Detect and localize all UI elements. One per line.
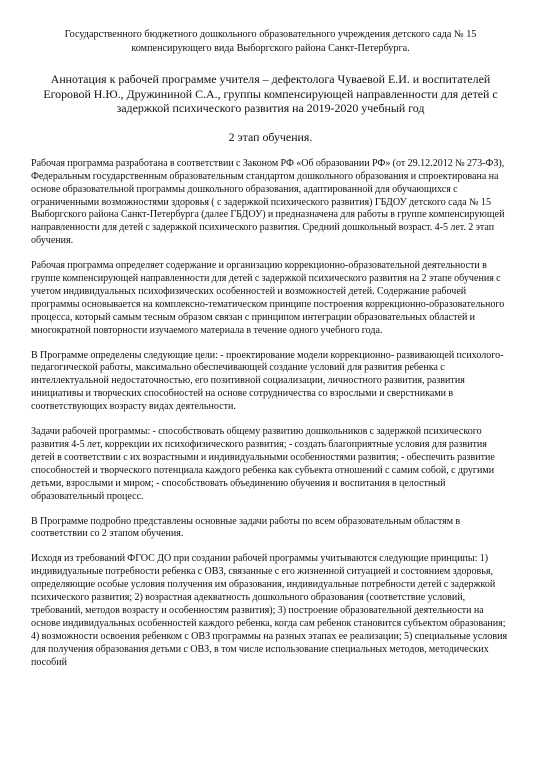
institution-header: Государственного бюджетного дошкольного образовательного учреждения детского сада № 15 компенсирующего вида Выборгского района Санкт-Петербурга. <box>64 29 477 54</box>
stage-heading: 2 этап обучения. <box>228 129 313 144</box>
paragraph-areas: В Программе подробно представлены основные задачи работы по всем образовательным областям в соответствии со 2 этапом обучения. <box>31 515 461 540</box>
paragraph-program-content: Рабочая программа определяет содержание и организацию коррекционно-образовательной деятельности в группе компенсирующей направленности для детей с задержкой психического развития на 2 этапе обучения с учетом индивидуальных психофизических особенностей и возможностей детей. Содержание рабочей программы основывается на комплексно-тематическом принципе построения коррекционно-образовательного процесса, который самым тесным образом связан с принципом интеграции образовательных областей и многократной повторности изучаемого материала в течение одного учебного года. <box>31 260 505 336</box>
annotation-title: Аннотация к рабочей программе учителя – дефектолога Чуваевой Е.И. и воспитателей Егоровой Н.Ю., Дружининой С.А., группы компенсирующей направленности для детей с задержкой психического развития на 2019-2020 учебный год <box>43 72 498 116</box>
paragraph-goals: В Программе определены следующие цели: - проектирование модели коррекционно- развивающей психолого-педагогической работы, максимально обеспечивающей создание условий для развития ребенка с интеллектуальной недостаточностью, его позитивной социализации, личностного развития, развития инициативы и творческих способностей на основе сотрудничества со взрослыми и сверстниками в соответствующих возрасту видах деятельности. <box>31 349 504 413</box>
document-body <box>31 158 510 670</box>
paragraph-tasks: Задачи рабочей программы: - способствовать общему развитию дошкольников с задержкой психического развития 4-5 лет, коррекции их психофизического развития; - создать благоприятные условия для развития детей в соответствии с их возрастными и индивидуальными особенностями развития; - обеспечить развитие способностей и творческого потенциала каждого ребенка как субъекта отношений с самим собой, с другими детьми, взрослыми и миром; - способствовать объединению обучения и воспитания в целостный образовательный процесс. <box>31 426 495 502</box>
paragraph-principles: Исходя из требований ФГОС ДО при создании рабочей программы учитываются следующие принципы: 1) индивидуальные потребности ребенка с ОВЗ, связанные с его жизненной ситуацией и состоянием здоровья, определяющие особые условия получения им образования, индивидуальные потребности детей с задержкой психического развития; 2) возрастная адекватность дошкольного образования (соответствие условий, требований, методов возрасту и особенностям развития); 3) построение образовательной деятельности на основе индивидуальных особенностей каждого ребенка, когда сам ребенок становится субъектом образования; 4) возможности освоения ребенком с ОВЗ программы на разных этапах ее реализации; 5) специальные условия для получения образования детьми с ОВЗ, в том числе использование специальных методов, методических пособий <box>31 553 508 668</box>
paragraph-legal-basis: Рабочая программа разработана в соответствии с Законом РФ «Об образовании РФ» (от 29.12.2012 № 273-ФЗ), Федеральным государственным образовательным стандартом дошкольного образования и спроектирована на основе образовательной программы дошкольного образования, адаптированной для обучающихся с ограниченными возможностями здоровья ( с задержкой психического развития) ГБДОУ детского сада № 15 Выборгского района Санкт-Петербурга (далее ГБДОУ) и предназначена для работы в группе компенсирующей направленности для детей с задержкой психического развития. Средний дошкольный возраст. 4-5 лет. 2 этап обучения. <box>31 157 505 247</box>
